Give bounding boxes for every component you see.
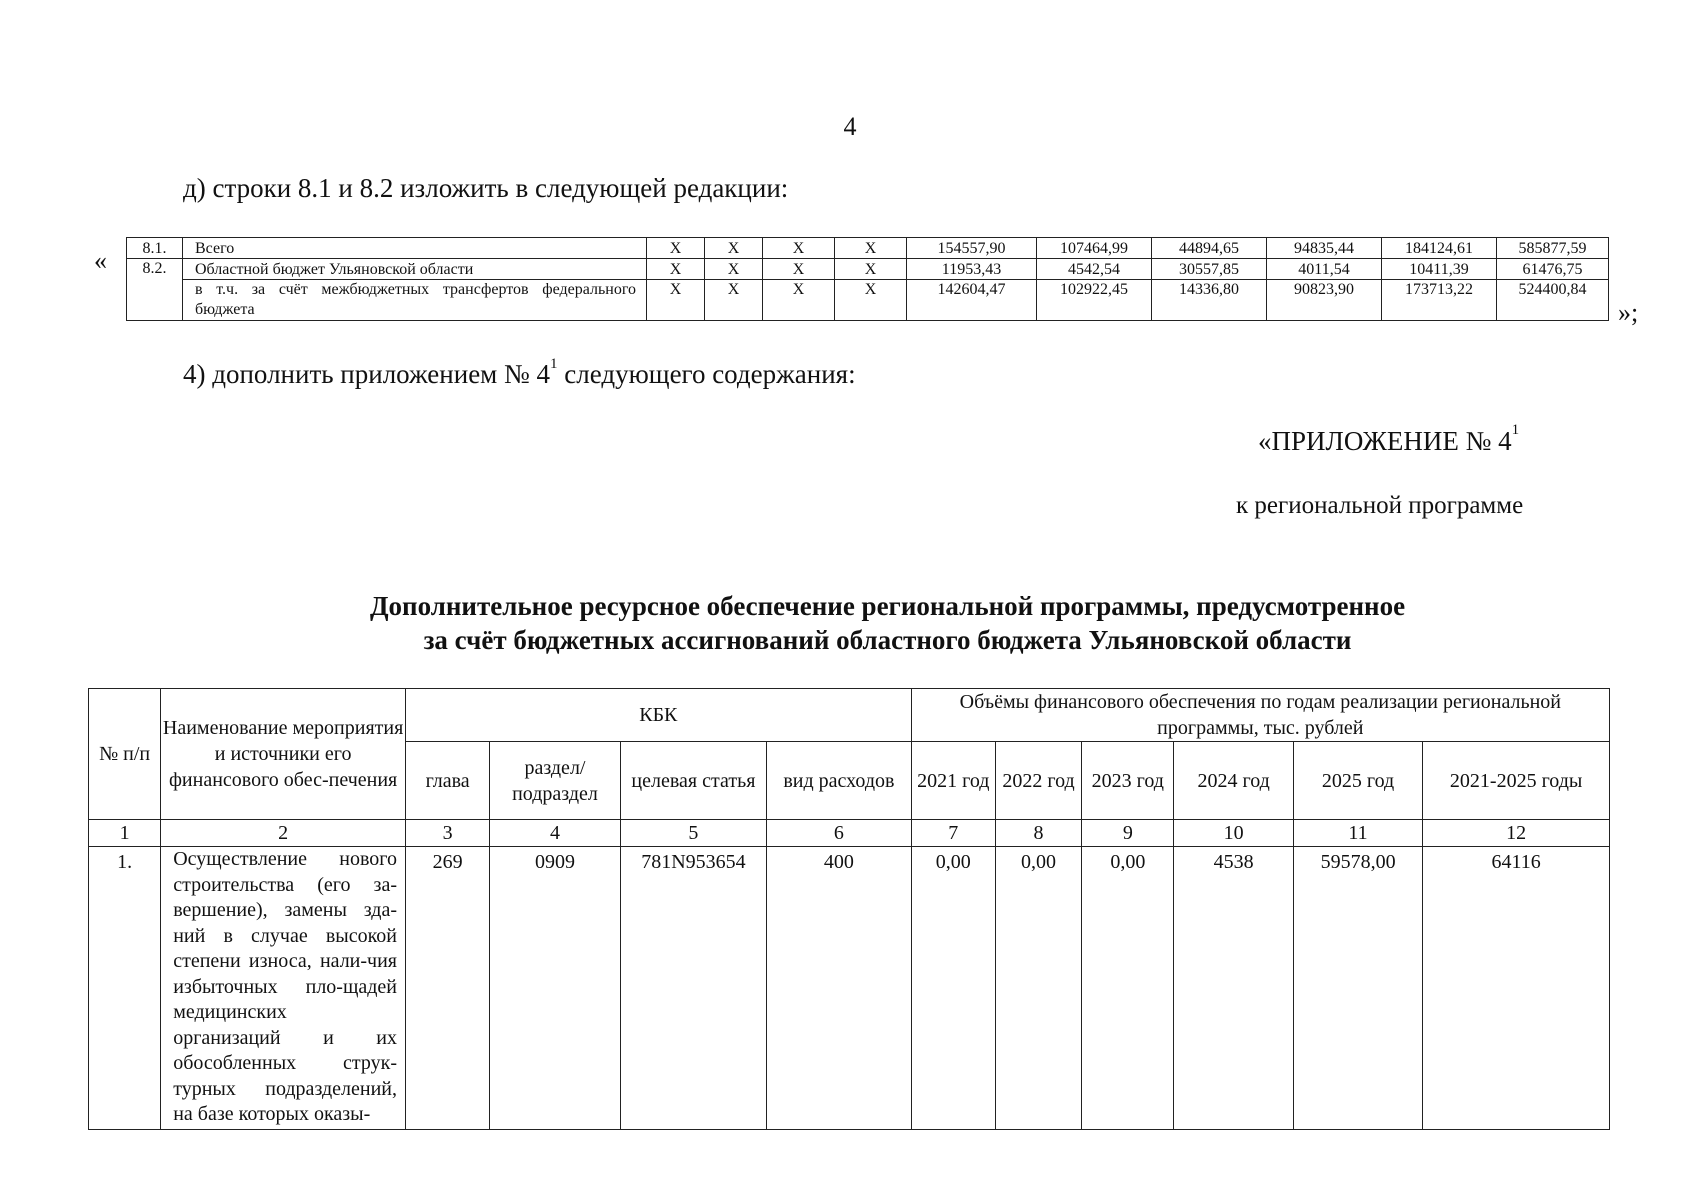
mark-cell: X [763, 238, 835, 259]
mark-cell: X [705, 280, 763, 321]
page-number: 4 [843, 112, 857, 141]
amendment-row-8-1 [127, 238, 1609, 259]
year-value: 0,00 [995, 847, 1081, 1130]
value-cell: 14336,80 [1152, 280, 1267, 321]
row-label: в т.ч. за счёт межбюджетных трансфертов федерального бюджета [183, 280, 647, 321]
amendment-row-federal [127, 280, 1609, 321]
kbk-razdel: 0909 [490, 847, 620, 1130]
value-cell: 524400,84 [1497, 280, 1609, 321]
header-kbk-col: целевая статья [620, 742, 766, 820]
amendment-table [126, 237, 1609, 321]
instruction-4 [183, 356, 856, 389]
value-cell: 94835,44 [1267, 238, 1382, 259]
mark-cell: X [763, 259, 835, 280]
value-cell: 142604,47 [907, 280, 1037, 321]
column-number: 4 [490, 820, 620, 847]
row-description: Осуществление нового строительства (его за-вершение), замены зда-ний в случае высокой степени износа, нали-чия избыточных пло-щадей медицинских организаций и их обособленных струк-турных подразделений, на базе которых оказы- [161, 847, 406, 1130]
main-title [250, 589, 1525, 657]
year-value: 64116 [1423, 847, 1610, 1130]
column-number: 1 [89, 820, 161, 847]
instruction-4-text: 4) дополнить приложением № 4 [183, 359, 551, 389]
year-value: 59578,00 [1293, 847, 1422, 1130]
row-number: 8.2. [127, 259, 183, 321]
header-year-col: 2025 год [1293, 742, 1422, 820]
column-number: 10 [1174, 820, 1293, 847]
value-cell: 61476,75 [1497, 259, 1609, 280]
kbk-statya: 781N953654 [620, 847, 766, 1130]
value-cell: 90823,90 [1267, 280, 1382, 321]
value-cell: 30557,85 [1152, 259, 1267, 280]
row-number: 1. [89, 847, 161, 1130]
appendix-title-sup: 1 [1511, 422, 1520, 438]
row-label: Всего [183, 238, 647, 259]
value-cell: 173713,22 [1382, 280, 1497, 321]
instruction-4-sup: 1 [550, 356, 558, 372]
value-cell: 184124,61 [1382, 238, 1497, 259]
header-kbk-col: глава [406, 742, 490, 820]
column-number: 3 [406, 820, 490, 847]
header-year-col: 2021 год [911, 742, 995, 820]
main-title-line: за счёт бюджетных ассигнований областного бюджета Ульяновской области [423, 625, 1352, 655]
header-kbk-col: раздел/ подраздел [490, 742, 620, 820]
column-number-row [89, 820, 1610, 847]
row-label: Областной бюджет Ульяновской области [183, 259, 647, 280]
header-num: № п/п [89, 689, 161, 820]
header-kbk-col: вид расходов [767, 742, 912, 820]
mark-cell: X [647, 259, 705, 280]
column-number: 8 [995, 820, 1081, 847]
value-cell: 154557,90 [907, 238, 1037, 259]
header-year-col: 2022 год [995, 742, 1081, 820]
column-number: 2 [161, 820, 406, 847]
table-row [89, 847, 1610, 1130]
main-title-line: Дополнительное ресурсное обеспечение региональной программы, предусмотренное [369, 591, 1406, 621]
header-year-col: 2024 год [1174, 742, 1293, 820]
column-number: 12 [1423, 820, 1610, 847]
appendix-subtitle: к региональной программе [1236, 492, 1524, 519]
value-cell: 585877,59 [1497, 238, 1609, 259]
column-number: 11 [1293, 820, 1422, 847]
year-value: 4538 [1174, 847, 1293, 1130]
value-cell: 10411,39 [1382, 259, 1497, 280]
mark-cell: X [835, 259, 907, 280]
mark-cell: X [763, 280, 835, 321]
header-row-1 [89, 689, 1610, 742]
mark-cell: X [647, 280, 705, 321]
value-cell: 107464,99 [1037, 238, 1152, 259]
appendix-title [1258, 422, 1520, 457]
instruction-d: д) строки 8.1 и 8.2 изложить в следующей редакции: [183, 173, 789, 203]
value-cell: 4542,54 [1037, 259, 1152, 280]
mark-cell: X [835, 238, 907, 259]
header-name: Наименование мероприятия и источники его финансового обес-печения [161, 689, 406, 820]
column-number: 5 [620, 820, 766, 847]
resource-table [88, 688, 1610, 1130]
column-number: 6 [767, 820, 912, 847]
kbk-glava: 269 [406, 847, 490, 1130]
column-number: 7 [911, 820, 995, 847]
year-value: 0,00 [911, 847, 995, 1130]
row-number: 8.1. [127, 238, 183, 259]
mark-cell: X [835, 280, 907, 321]
value-cell: 11953,43 [907, 259, 1037, 280]
amendment-row-8-2 [127, 259, 1609, 280]
value-cell: 4011,54 [1267, 259, 1382, 280]
appendix-title-text: «ПРИЛОЖЕНИЕ № 4 [1258, 426, 1512, 456]
header-year-col: 2023 год [1082, 742, 1174, 820]
year-value: 0,00 [1082, 847, 1174, 1130]
header-volumes: Объёмы финансового обеспечения по годам реализации региональной программы, тыс. рублей [911, 689, 1609, 742]
header-year-col: 2021-2025 годы [1423, 742, 1610, 820]
quote-close: »; [1618, 298, 1639, 327]
mark-cell: X [647, 238, 705, 259]
quote-open: « [94, 246, 107, 275]
value-cell: 44894,65 [1152, 238, 1267, 259]
kbk-vid: 400 [767, 847, 912, 1130]
value-cell: 102922,45 [1037, 280, 1152, 321]
instruction-4-tail: следующего содержания: [557, 359, 856, 389]
header-kbk: КБК [406, 689, 912, 742]
mark-cell: X [705, 238, 763, 259]
mark-cell: X [705, 259, 763, 280]
column-number: 9 [1082, 820, 1174, 847]
